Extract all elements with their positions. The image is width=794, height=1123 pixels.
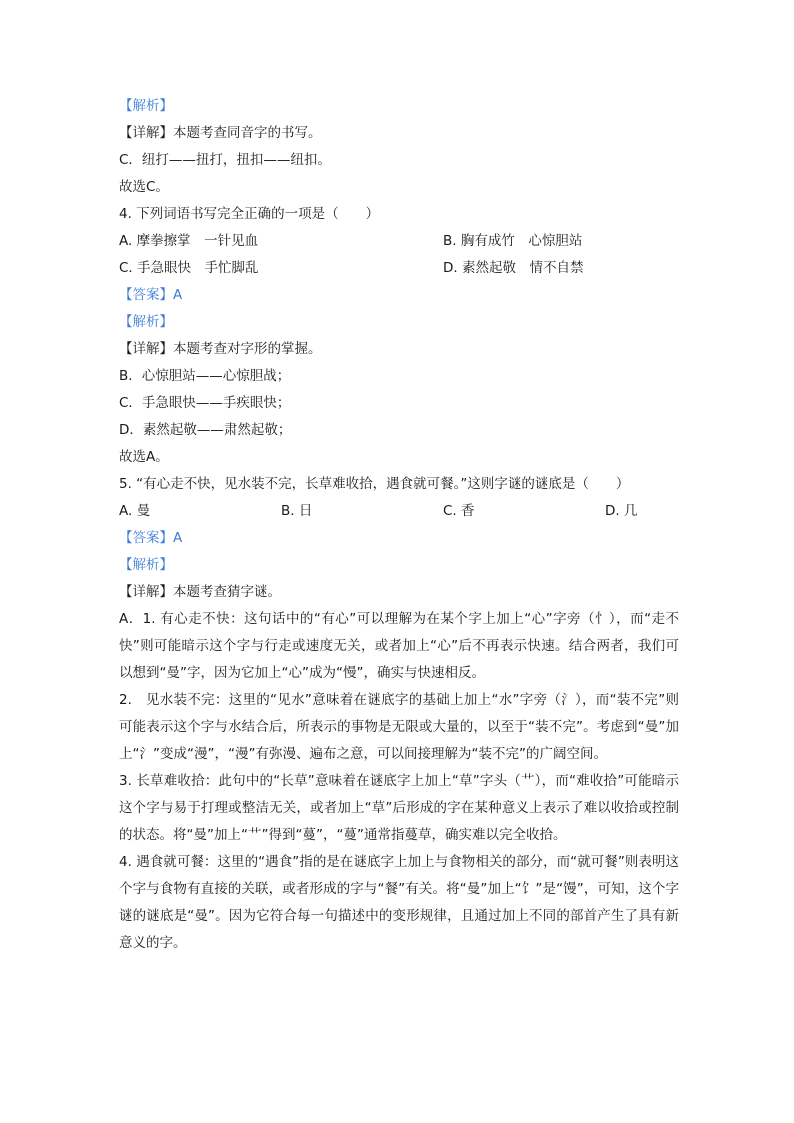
analysis-tag: 【解析】 <box>119 98 173 114</box>
option-c: C. 手急眼快 手忙脚乱 <box>119 260 259 276</box>
explanation-paragraph: 2. 见水装不完：这里的“见水”意味着在谜底字的基础上加上“水”字旁（氵），而“装不完”则可能表示这个字与水结合后，所表示的事物是无限或大量的，以至于“装不完”。考虑到“曼”加上“氵”变成“漫”，“漫”有弥漫、遍布之意，可以间接理解为“装不完”的广阔空间。 <box>119 692 679 762</box>
explanation-paragraph: A．1. 有心走不快：这句话中的“有心”可以理解为在某个字上加上“心”字旁（忄），而“走不快”则可能暗示这个字与行走或速度无关，或者加上“心”后不再表示快速。结合两者，我们可以想到“曼”字，因为它加上“心”成为“慢”，确实与快速相反。 <box>119 611 679 681</box>
question-4-options-row-2 <box>119 255 679 282</box>
option-d: D. 素然起敬 情不自禁 <box>443 260 584 276</box>
explanation-paragraph: 4. 遇食就可餐：这里的“遇食”指的是在谜底字上加上与食物相关的部分，而“就可餐”则表明这个字与食物有直接的关联，或者形成的字与“餐”有关。将“曼”加上“饣”是“馒”，可知，这个字谜的谜底是“曼”。因为它符合每一句描述中的变形规律，且通过加上不同的部首产生了具有新意义的字。 <box>119 854 679 951</box>
conclusion-line: 故选A。 <box>119 449 169 465</box>
detail-line: 【详解】本题考查猜字谜。 <box>119 584 281 600</box>
analysis-tag: 【解析】 <box>119 557 173 573</box>
document-content <box>119 93 679 957</box>
question-5-stem: 5. “有心走不快，见水装不完，长草难收拾，遇食就可餐。”这则字谜的谜底是（ ） <box>119 476 630 492</box>
option-c: C. 香 <box>443 503 475 519</box>
option-d: D. 几 <box>605 503 638 519</box>
conclusion-line: 故选C。 <box>119 179 169 195</box>
option-b: B. 日 <box>281 503 313 519</box>
detail-line: 【详解】本题考查同音字的书写。 <box>119 125 322 141</box>
option-a: A. 摩拳擦掌 一针见血 <box>119 233 259 249</box>
detail-line: 【详解】本题考查对字形的掌握。 <box>119 341 322 357</box>
explanation-line: C．纽打——扭打，扭扣——纽扣。 <box>119 152 331 168</box>
answer-line: 【答案】A <box>119 287 183 303</box>
question-5-options-row <box>119 498 679 525</box>
analysis-tag: 【解析】 <box>119 314 173 330</box>
explanation-line: D．素然起敬——肃然起敬； <box>119 422 292 438</box>
explanation-line: B．心惊胆站——心惊胆战； <box>119 368 291 384</box>
question-4-options-row-1 <box>119 228 679 255</box>
option-b: B. 胸有成竹 心惊胆站 <box>443 233 583 249</box>
answer-line: 【答案】A <box>119 530 183 546</box>
option-a: A. 曼 <box>119 503 151 519</box>
explanation-paragraph: 3. 长草难收拾：此句中的“长草”意味着在谜底字上加上“草”字头（艹），而“难收拾”可能暗示这个字与易于打理或整洁无关，或者加上“草”后形成的字在某种意义上表示了难以收拾或控制的状态。将“曼”加上“艹”得到“蔓”，“蔓”通常指蔓草，确实难以完全收拾。 <box>119 773 679 843</box>
question-4-stem: 4. 下列词语书写完全正确的一项是（ ） <box>119 206 380 222</box>
explanation-line: C．手急眼快——手疾眼快； <box>119 395 291 411</box>
